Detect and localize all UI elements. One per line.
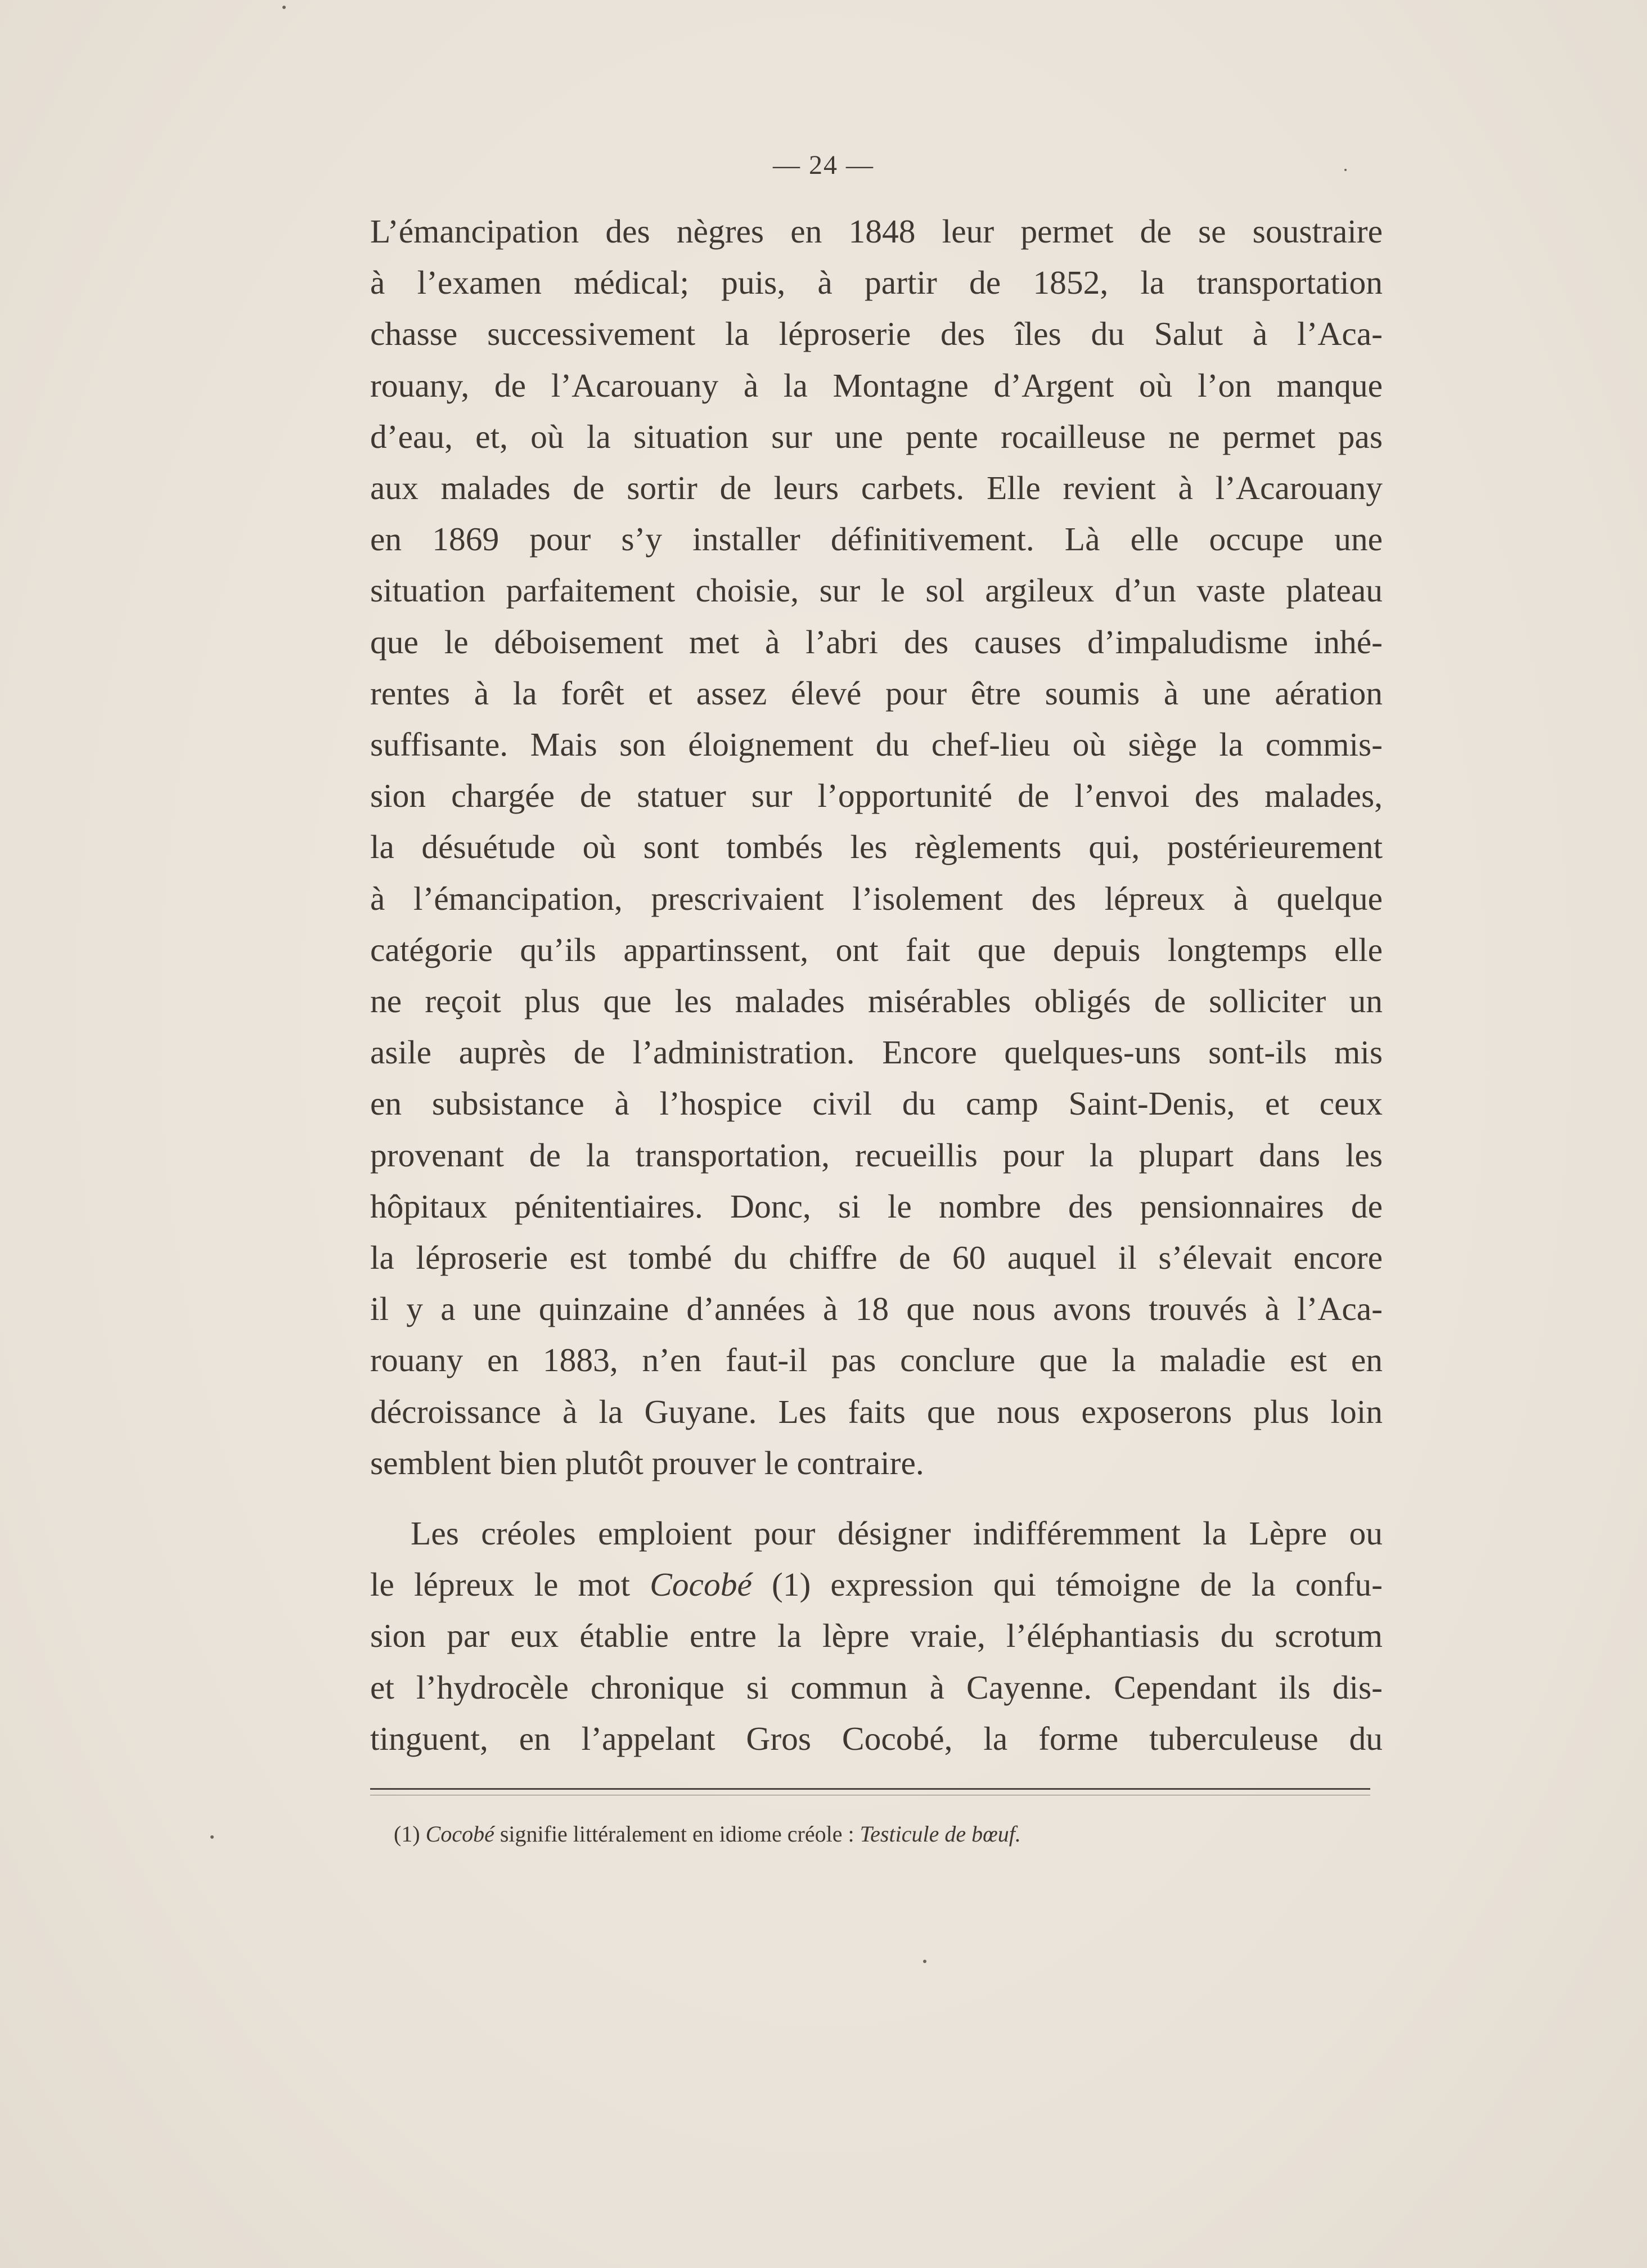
text-line: à l’examen médical; puis, à partir de 1852, la transportation <box>370 264 1383 302</box>
text-line: en 1869 pour s’y installer définitivement. Là elle occupe une <box>370 520 1383 558</box>
footnote-text: signifie littéralement en idiome créole : <box>494 1821 860 1847</box>
paragraph-1 <box>370 206 1383 1489</box>
italic-term: Cocobé <box>650 1566 752 1604</box>
text-line: semblent bien plutôt prouver le contraire. <box>370 1444 924 1481</box>
footnote-marker: (1) <box>394 1821 420 1847</box>
text-line: la léproserie est tombé du chiffre de 60 auquel il s’élevait encore <box>370 1239 1383 1277</box>
text-line: rentes à la forêt et assez élevé pour être soumis à une aération <box>370 674 1383 712</box>
text-line: hôpitaux pénitentiaires. Donc, si le nombre des pensionnaires de <box>370 1187 1383 1225</box>
text-line: en subsistance à l’hospice civil du camp Saint-Denis, et ceux <box>370 1085 1383 1122</box>
page-number: — 24 — <box>773 150 874 180</box>
text-line: catégorie qu’ils appartinssent, ont fait que depuis longtemps elle <box>370 931 1383 968</box>
text-line: suffisante. Mais son éloignement du chef-lieu où siège la commis- <box>370 726 1383 764</box>
text-line: la désuétude où sont tombés les règlements qui, postérieurement <box>370 828 1383 866</box>
text-line: ne reçoit plus que les malades misérables obligés de solliciter un <box>370 982 1383 1020</box>
text-line: que le déboisement met à l’abri des causes d’impaludisme inhé- <box>370 623 1383 661</box>
text-line: d’eau, et, où la situation sur une pente rocailleuse ne permet pas <box>370 417 1383 455</box>
text-line: asile auprès de l’administration. Encore quelques-uns sont-ils mis <box>370 1034 1383 1071</box>
text-line: tinguent, en l’appelant Gros Cocobé, la forme tuberculeuse du <box>370 1719 1383 1757</box>
text-line: sion par eux établie entre la lèpre vraie, l’éléphantiasis du scrotum <box>370 1617 1383 1655</box>
text-line-with-footnote-ref <box>370 1559 1383 1610</box>
text-line: L’émancipation des nègres en 1848 leur permet de se soustraire <box>370 213 1383 250</box>
text-line: rouany, de l’Acarouany à la Montagne d’Argent où l’on manque <box>370 366 1383 404</box>
text-line: provenant de la transportation, recueillis pour la plupart dans les <box>370 1136 1383 1174</box>
text-line: rouany en 1883, n’en faut-il pas conclure que la maladie est en <box>370 1341 1383 1379</box>
text-line: situation parfaitement choisie, sur le sol argileux d’un vaste plateau <box>370 572 1383 609</box>
ink-speck <box>923 1960 926 1963</box>
text-line: sion chargée de statuer sur l’opportunité de l’envoi des malades, <box>370 777 1383 815</box>
ink-speck <box>1344 169 1347 171</box>
text-line: décroissance à la Guyane. Les faits que nous exposerons plus loin <box>370 1393 1383 1430</box>
text-line: et l’hydrocèle chronique si commun à Cayenne. Cependant ils dis- <box>370 1668 1383 1706</box>
ink-speck <box>282 6 286 9</box>
text-line: à l’émancipation, prescrivaient l’isolement des lépreux à quelque <box>370 879 1383 917</box>
text-line: aux malades de sortir de leurs carbets. Elle revient à l’Acarouany <box>370 469 1383 507</box>
footnote <box>394 1818 1021 1850</box>
ink-speck <box>210 1835 214 1839</box>
text-line: chasse successivement la léproserie des îles du Salut à l’Aca- <box>370 315 1383 353</box>
footnote-translation: Testicule de bœuf. <box>860 1821 1021 1847</box>
text-line: il y a une quinzaine d’années à 18 que nous avons trouvés à l’Aca- <box>370 1290 1383 1328</box>
text-segment: le lépreux le mot <box>370 1566 650 1604</box>
text-line: Les créoles emploient pour désigner indifféremment la Lèpre ou <box>411 1515 1383 1552</box>
paragraph-2 <box>370 1508 1383 1764</box>
footnote-term: Cocobé <box>425 1821 494 1847</box>
text-segment: (1) expression qui témoigne de la confu- <box>752 1566 1383 1604</box>
footnote-divider <box>370 1788 1370 1790</box>
